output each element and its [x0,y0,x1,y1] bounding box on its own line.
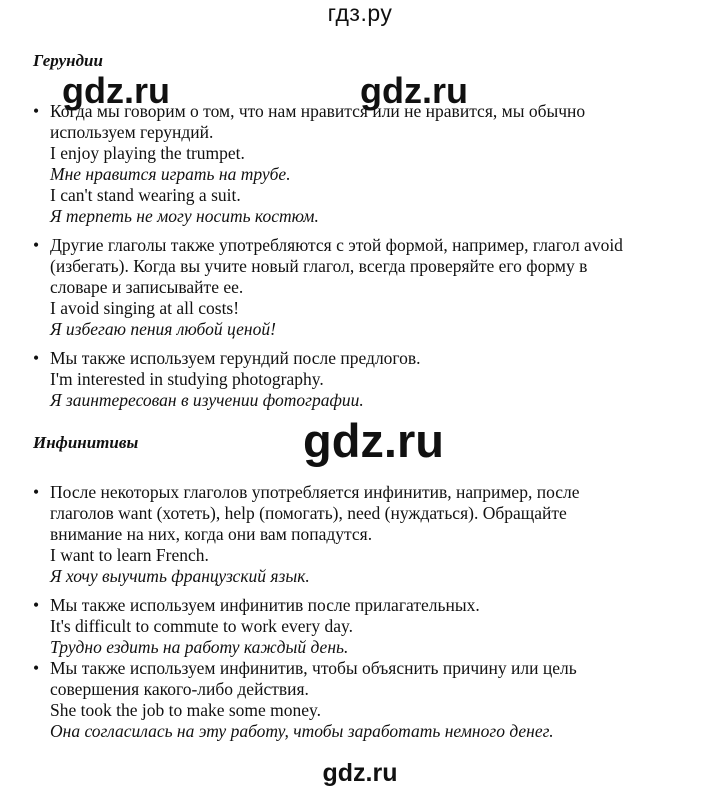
section-heading-infinitives: Инфинитивы [33,433,139,452]
bullet-dot: • [33,482,40,502]
example-translation: Мне нравится играть на трубе. [50,164,291,184]
watermark-bottom: gdz.ru [322,759,398,787]
rule-bullet [33,658,703,742]
bullet-dot: • [33,348,40,368]
example-english: I can't stand wearing a suit. [50,185,241,205]
rule-text: глаголов want (хотеть), help (помогать), need (нуждаться). Обращайте [50,503,567,523]
example-translation: Я хочу выучить французский язык. [50,566,310,586]
watermark-top: гдз.ру [327,0,393,26]
example-english: I avoid singing at all costs! [50,298,240,318]
rule-bullet [33,595,703,658]
bullet-dot: • [33,101,40,121]
watermark-center: gdz.ru [303,414,444,467]
bullet-dot: • [33,658,40,678]
example-translation: Я избегаю пения любой ценой! [50,319,276,339]
example-english: She took the job to make some money. [50,700,322,720]
rule-bullet [33,348,703,411]
rule-text: Мы также используем герундий после предлогов. [50,348,421,368]
watermark-left: gdz.ru [62,70,170,111]
rule-text: совершения какого-либо действия. [50,679,309,699]
example-translation: Я заинтересован в изучении фотографии. [50,390,364,410]
rule-bullet [33,101,703,227]
rule-text: Когда мы говорим о том, что нам нравится или не нравится, мы обычно [50,101,586,121]
rule-text: Мы также используем инфинитив, чтобы объяснить причину или цель [50,658,577,678]
example-translation: Трудно ездить на работу каждый день. [50,637,349,657]
example-english: I'm interested in studying photography. [50,369,324,389]
rule-text: После некоторых глаголов употребляется инфинитив, например, после [50,482,580,502]
bullet-dot: • [33,235,40,255]
section-heading-gerunds: Герундии [33,51,103,70]
rule-text: используем герундий. [50,122,214,142]
example-english: I want to learn French. [50,545,209,565]
rule-bullet [33,235,703,340]
example-english: It's difficult to commute to work every day. [50,616,354,636]
bullet-dot: • [33,595,40,615]
example-english: I enjoy playing the trumpet. [50,143,245,163]
watermark-right: gdz.ru [360,70,468,111]
rule-text: Другие глаголы также употребляются с этой формой, например, глагол avoid [50,235,623,255]
rule-text: (избегать). Когда вы учите новый глагол, всегда проверяйте его форму в [50,256,588,276]
example-translation: Я терпеть не могу носить костюм. [50,206,319,226]
rule-text: внимание на них, когда они вам попадутся. [50,524,373,544]
rule-text: Мы также используем инфинитив после прилагательных. [50,595,480,615]
example-translation: Она согласилась на эту работу, чтобы заработать немного денег. [50,721,554,741]
rule-bullet [33,482,703,587]
rule-text: словаре и записывайте ее. [50,277,244,297]
